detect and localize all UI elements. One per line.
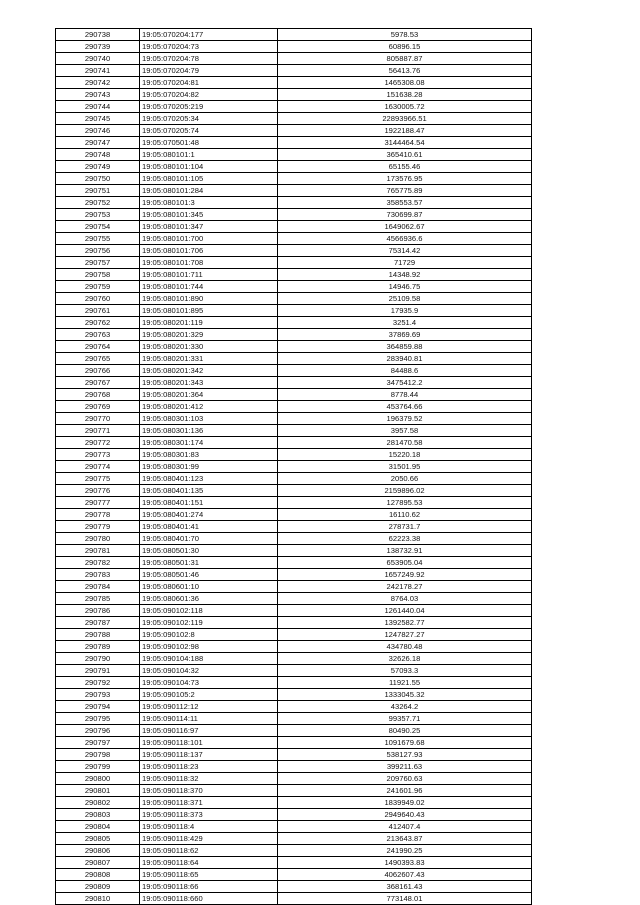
row-number-cell: 290778 <box>56 509 140 521</box>
cadastral-number-cell: 19:05:070205:74 <box>140 125 278 137</box>
row-number-cell: 290775 <box>56 473 140 485</box>
row-number-cell: 290781 <box>56 545 140 557</box>
cadastral-number-cell: 19:05:090102:118 <box>140 605 278 617</box>
cadastral-number-cell: 19:05:090118:137 <box>140 749 278 761</box>
table-row <box>56 869 532 881</box>
cadastral-number-cell: 19:05:080401:151 <box>140 497 278 509</box>
row-number-cell: 290765 <box>56 353 140 365</box>
table-row <box>56 185 532 197</box>
value-cell: 1649062.67 <box>278 221 532 233</box>
row-number-cell: 290738 <box>56 29 140 41</box>
cadastral-number-cell: 19:05:090104:32 <box>140 665 278 677</box>
table-row <box>56 293 532 305</box>
value-cell: 773148.01 <box>278 893 532 905</box>
value-cell: 281470.58 <box>278 437 532 449</box>
row-number-cell: 290803 <box>56 809 140 821</box>
row-number-cell: 290809 <box>56 881 140 893</box>
cadastral-number-cell: 19:05:080301:83 <box>140 449 278 461</box>
cadastral-number-cell: 19:05:080301:103 <box>140 413 278 425</box>
value-cell: 3957.58 <box>278 425 532 437</box>
value-cell: 2050.66 <box>278 473 532 485</box>
cadastral-number-cell: 19:05:080201:119 <box>140 317 278 329</box>
row-number-cell: 290776 <box>56 485 140 497</box>
value-cell: 358553.57 <box>278 197 532 209</box>
value-cell: 3251.4 <box>278 317 532 329</box>
row-number-cell: 290743 <box>56 89 140 101</box>
row-number-cell: 290790 <box>56 653 140 665</box>
row-number-cell: 290802 <box>56 797 140 809</box>
cadastral-number-cell: 19:05:090118:373 <box>140 809 278 821</box>
table-row <box>56 761 532 773</box>
value-cell: 242178.27 <box>278 581 532 593</box>
row-number-cell: 290788 <box>56 629 140 641</box>
cadastral-number-cell: 19:05:070204:177 <box>140 29 278 41</box>
cadastral-number-cell: 19:05:090118:23 <box>140 761 278 773</box>
value-cell: 213643.87 <box>278 833 532 845</box>
row-number-cell: 290756 <box>56 245 140 257</box>
row-number-cell: 290750 <box>56 173 140 185</box>
value-cell: 16110.62 <box>278 509 532 521</box>
value-cell: 364859.88 <box>278 341 532 353</box>
value-cell: 80490.25 <box>278 725 532 737</box>
table-row <box>56 809 532 821</box>
row-number-cell: 290770 <box>56 413 140 425</box>
cadastral-number-cell: 19:05:070204:73 <box>140 41 278 53</box>
table-row <box>56 173 532 185</box>
cadastral-number-cell: 19:05:070204:82 <box>140 89 278 101</box>
value-cell: 241990.25 <box>278 845 532 857</box>
cadastral-number-cell: 19:05:080101:345 <box>140 209 278 221</box>
row-number-cell: 290739 <box>56 41 140 53</box>
table-row <box>56 221 532 233</box>
table-row <box>56 533 532 545</box>
cadastral-number-cell: 19:05:090118:64 <box>140 857 278 869</box>
row-number-cell: 290782 <box>56 557 140 569</box>
value-cell: 75314.42 <box>278 245 532 257</box>
row-number-cell: 290780 <box>56 533 140 545</box>
row-number-cell: 290753 <box>56 209 140 221</box>
value-cell: 1261440.04 <box>278 605 532 617</box>
value-cell: 730699.87 <box>278 209 532 221</box>
table-row <box>56 497 532 509</box>
value-cell: 434780.48 <box>278 641 532 653</box>
table-row <box>56 461 532 473</box>
cadastral-number-cell: 19:05:080101:708 <box>140 257 278 269</box>
cadastral-number-cell: 19:05:080401:135 <box>140 485 278 497</box>
row-number-cell: 290746 <box>56 125 140 137</box>
table-row <box>56 437 532 449</box>
value-cell: 17935.9 <box>278 305 532 317</box>
cadastral-number-cell: 19:05:090118:660 <box>140 893 278 905</box>
cadastral-number-cell: 19:05:080101:284 <box>140 185 278 197</box>
row-number-cell: 290747 <box>56 137 140 149</box>
cadastral-number-cell: 19:05:080101:104 <box>140 161 278 173</box>
row-number-cell: 290797 <box>56 737 140 749</box>
row-number-cell: 290749 <box>56 161 140 173</box>
table-row <box>56 857 532 869</box>
row-number-cell: 290763 <box>56 329 140 341</box>
row-number-cell: 290791 <box>56 665 140 677</box>
value-cell: 32626.18 <box>278 653 532 665</box>
table-row <box>56 473 532 485</box>
cadastral-number-cell: 19:05:080501:30 <box>140 545 278 557</box>
row-number-cell: 290804 <box>56 821 140 833</box>
value-cell: 1392582.77 <box>278 617 532 629</box>
value-cell: 196379.52 <box>278 413 532 425</box>
table-row <box>56 665 532 677</box>
table-row <box>56 785 532 797</box>
cadastral-number-cell: 19:05:090118:65 <box>140 869 278 881</box>
value-cell: 1333045.32 <box>278 689 532 701</box>
table-row <box>56 449 532 461</box>
table-body <box>56 29 532 905</box>
row-number-cell: 290810 <box>56 893 140 905</box>
row-number-cell: 290766 <box>56 365 140 377</box>
value-cell: 278731.7 <box>278 521 532 533</box>
table-row <box>56 521 532 533</box>
table-row <box>56 257 532 269</box>
value-cell: 453764.66 <box>278 401 532 413</box>
value-cell: 1465308.08 <box>278 77 532 89</box>
row-number-cell: 290758 <box>56 269 140 281</box>
value-cell: 138732.91 <box>278 545 532 557</box>
cadastral-number-cell: 19:05:070205:34 <box>140 113 278 125</box>
table-row <box>56 545 532 557</box>
value-cell: 3475412.2 <box>278 377 532 389</box>
cadastral-number-cell: 19:05:090102:119 <box>140 617 278 629</box>
table-row <box>56 653 532 665</box>
table-row <box>56 341 532 353</box>
row-number-cell: 290798 <box>56 749 140 761</box>
row-number-cell: 290761 <box>56 305 140 317</box>
table-row <box>56 245 532 257</box>
cadastral-number-cell: 19:05:090114:11 <box>140 713 278 725</box>
value-cell: 241601.96 <box>278 785 532 797</box>
cadastral-number-cell: 19:05:080201:330 <box>140 341 278 353</box>
value-cell: 653905.04 <box>278 557 532 569</box>
value-cell: 283940.81 <box>278 353 532 365</box>
cadastral-number-cell: 19:05:080201:329 <box>140 329 278 341</box>
value-cell: 8778.44 <box>278 389 532 401</box>
value-cell: 173576.95 <box>278 173 532 185</box>
cadastral-number-cell: 19:05:070501:48 <box>140 137 278 149</box>
row-number-cell: 290784 <box>56 581 140 593</box>
value-cell: 399211.63 <box>278 761 532 773</box>
value-cell: 57093.3 <box>278 665 532 677</box>
row-number-cell: 290793 <box>56 689 140 701</box>
value-cell: 31501.95 <box>278 461 532 473</box>
cadastral-number-cell: 19:05:080201:412 <box>140 401 278 413</box>
row-number-cell: 290800 <box>56 773 140 785</box>
row-number-cell: 290808 <box>56 869 140 881</box>
table-row <box>56 317 532 329</box>
table-row <box>56 89 532 101</box>
table-row <box>56 485 532 497</box>
value-cell: 368161.43 <box>278 881 532 893</box>
table-row <box>56 713 532 725</box>
row-number-cell: 290787 <box>56 617 140 629</box>
row-number-cell: 290744 <box>56 101 140 113</box>
table-row <box>56 797 532 809</box>
cadastral-number-cell: 19:05:070204:78 <box>140 53 278 65</box>
table-row <box>56 77 532 89</box>
value-cell: 22893966.51 <box>278 113 532 125</box>
cadastral-number-cell: 19:05:080101:895 <box>140 305 278 317</box>
value-cell: 127895.53 <box>278 497 532 509</box>
row-number-cell: 290760 <box>56 293 140 305</box>
table-row <box>56 365 532 377</box>
value-cell: 1839949.02 <box>278 797 532 809</box>
row-number-cell: 290786 <box>56 605 140 617</box>
row-number-cell: 290792 <box>56 677 140 689</box>
row-number-cell: 290774 <box>56 461 140 473</box>
cadastral-number-cell: 19:05:080301:136 <box>140 425 278 437</box>
value-cell: 2159896.02 <box>278 485 532 497</box>
table-row <box>56 329 532 341</box>
cadastral-number-cell: 19:05:090112:12 <box>140 701 278 713</box>
row-number-cell: 290769 <box>56 401 140 413</box>
value-cell: 2949640.43 <box>278 809 532 821</box>
cadastral-number-cell: 19:05:080201:364 <box>140 389 278 401</box>
cadastral-number-cell: 19:05:080301:99 <box>140 461 278 473</box>
value-cell: 1091679.68 <box>278 737 532 749</box>
row-number-cell: 290785 <box>56 593 140 605</box>
cadastral-number-cell: 19:05:080201:331 <box>140 353 278 365</box>
row-number-cell: 290796 <box>56 725 140 737</box>
row-number-cell: 290759 <box>56 281 140 293</box>
cadastral-number-cell: 19:05:090104:73 <box>140 677 278 689</box>
cadastral-number-cell: 19:05:070204:79 <box>140 65 278 77</box>
value-cell: 1922188.47 <box>278 125 532 137</box>
table-row <box>56 389 532 401</box>
row-number-cell: 290783 <box>56 569 140 581</box>
cadastral-number-cell: 19:05:080401:274 <box>140 509 278 521</box>
table-row <box>56 41 532 53</box>
row-number-cell: 290806 <box>56 845 140 857</box>
table-row <box>56 509 532 521</box>
cadastral-number-cell: 19:05:080101:3 <box>140 197 278 209</box>
table-row <box>56 29 532 41</box>
cadastral-number-cell: 19:05:090118:62 <box>140 845 278 857</box>
table-row <box>56 701 532 713</box>
row-number-cell: 290764 <box>56 341 140 353</box>
value-cell: 538127.93 <box>278 749 532 761</box>
cadastral-number-cell: 19:05:080401:123 <box>140 473 278 485</box>
cadastral-number-cell: 19:05:080401:70 <box>140 533 278 545</box>
cadastral-number-cell: 19:05:080101:711 <box>140 269 278 281</box>
table-row <box>56 377 532 389</box>
row-number-cell: 290779 <box>56 521 140 533</box>
row-number-cell: 290801 <box>56 785 140 797</box>
table-row <box>56 161 532 173</box>
table-row <box>56 629 532 641</box>
table-row <box>56 269 532 281</box>
cadastral-number-cell: 19:05:080201:343 <box>140 377 278 389</box>
value-cell: 365410.61 <box>278 149 532 161</box>
table-row <box>56 773 532 785</box>
value-cell: 4062607.43 <box>278 869 532 881</box>
cadastral-number-cell: 19:05:070204:81 <box>140 77 278 89</box>
row-number-cell: 290741 <box>56 65 140 77</box>
cadastral-number-cell: 19:05:090118:4 <box>140 821 278 833</box>
row-number-cell: 290755 <box>56 233 140 245</box>
table-row <box>56 605 532 617</box>
cadastral-number-cell: 19:05:080501:46 <box>140 569 278 581</box>
cadastral-number-cell: 19:05:080601:36 <box>140 593 278 605</box>
cadastral-number-cell: 19:05:080101:744 <box>140 281 278 293</box>
value-cell: 412407.4 <box>278 821 532 833</box>
value-cell: 62223.38 <box>278 533 532 545</box>
value-cell: 14348.92 <box>278 269 532 281</box>
table-row <box>56 725 532 737</box>
table-row <box>56 137 532 149</box>
value-cell: 805887.87 <box>278 53 532 65</box>
cadastral-number-cell: 19:05:080501:31 <box>140 557 278 569</box>
table-row <box>56 689 532 701</box>
value-cell: 1247827.27 <box>278 629 532 641</box>
cadastral-number-cell: 19:05:090118:371 <box>140 797 278 809</box>
value-cell: 765775.89 <box>278 185 532 197</box>
table-row <box>56 149 532 161</box>
table-row <box>56 425 532 437</box>
row-number-cell: 290745 <box>56 113 140 125</box>
table-row <box>56 101 532 113</box>
table-row <box>56 893 532 905</box>
cadastral-number-cell: 19:05:080301:174 <box>140 437 278 449</box>
cadastral-number-cell: 19:05:080101:700 <box>140 233 278 245</box>
table-row <box>56 53 532 65</box>
cadastral-number-cell: 19:05:080101:706 <box>140 245 278 257</box>
row-number-cell: 290807 <box>56 857 140 869</box>
value-cell: 43264.2 <box>278 701 532 713</box>
cadastral-number-cell: 19:05:080101:347 <box>140 221 278 233</box>
value-cell: 151638.28 <box>278 89 532 101</box>
row-number-cell: 290789 <box>56 641 140 653</box>
table-row <box>56 845 532 857</box>
value-cell: 8764.03 <box>278 593 532 605</box>
row-number-cell: 290742 <box>56 77 140 89</box>
table-row <box>56 641 532 653</box>
row-number-cell: 290773 <box>56 449 140 461</box>
cadastral-number-cell: 19:05:080401:41 <box>140 521 278 533</box>
value-cell: 84488.6 <box>278 365 532 377</box>
table-row <box>56 233 532 245</box>
table-row <box>56 209 532 221</box>
value-cell: 71729 <box>278 257 532 269</box>
row-number-cell: 290777 <box>56 497 140 509</box>
value-cell: 56413.76 <box>278 65 532 77</box>
row-number-cell: 290748 <box>56 149 140 161</box>
row-number-cell: 290794 <box>56 701 140 713</box>
table-row <box>56 281 532 293</box>
cadastral-number-cell: 19:05:090104:188 <box>140 653 278 665</box>
value-cell: 60896.15 <box>278 41 532 53</box>
table-row <box>56 305 532 317</box>
table-row <box>56 413 532 425</box>
table-row <box>56 569 532 581</box>
value-cell: 4566936.6 <box>278 233 532 245</box>
cadastral-number-cell: 19:05:090118:32 <box>140 773 278 785</box>
cadastral-number-cell: 19:05:080101:890 <box>140 293 278 305</box>
table-row <box>56 593 532 605</box>
cadastral-number-cell: 19:05:090105:2 <box>140 689 278 701</box>
row-number-cell: 290757 <box>56 257 140 269</box>
table-row <box>56 581 532 593</box>
table-row <box>56 737 532 749</box>
cadastral-number-cell: 19:05:070205:219 <box>140 101 278 113</box>
value-cell: 5978.53 <box>278 29 532 41</box>
row-number-cell: 290767 <box>56 377 140 389</box>
cadastral-number-cell: 19:05:080101:1 <box>140 149 278 161</box>
table-row <box>56 677 532 689</box>
table-row <box>56 557 532 569</box>
cadastral-number-cell: 19:05:090102:98 <box>140 641 278 653</box>
cadastral-number-cell: 19:05:090118:429 <box>140 833 278 845</box>
value-cell: 15220.18 <box>278 449 532 461</box>
row-number-cell: 290799 <box>56 761 140 773</box>
value-cell: 14946.75 <box>278 281 532 293</box>
table-row <box>56 353 532 365</box>
table-row <box>56 125 532 137</box>
value-cell: 3144464.54 <box>278 137 532 149</box>
row-number-cell: 290751 <box>56 185 140 197</box>
cadastral-number-cell: 19:05:080601:10 <box>140 581 278 593</box>
row-number-cell: 290754 <box>56 221 140 233</box>
table-row <box>56 113 532 125</box>
cadastral-number-cell: 19:05:090102:8 <box>140 629 278 641</box>
table-row <box>56 65 532 77</box>
cadastral-number-cell: 19:05:080101:105 <box>140 173 278 185</box>
row-number-cell: 290740 <box>56 53 140 65</box>
cadastral-number-cell: 19:05:090118:370 <box>140 785 278 797</box>
row-number-cell: 290772 <box>56 437 140 449</box>
data-table <box>55 28 532 905</box>
value-cell: 1630005.72 <box>278 101 532 113</box>
row-number-cell: 290752 <box>56 197 140 209</box>
cadastral-number-cell: 19:05:090116:97 <box>140 725 278 737</box>
table-row <box>56 749 532 761</box>
table-row <box>56 833 532 845</box>
row-number-cell: 290768 <box>56 389 140 401</box>
value-cell: 1657249.92 <box>278 569 532 581</box>
table-row <box>56 617 532 629</box>
table-row <box>56 881 532 893</box>
value-cell: 11921.55 <box>278 677 532 689</box>
value-cell: 1490393.83 <box>278 857 532 869</box>
cadastral-number-cell: 19:05:080201:342 <box>140 365 278 377</box>
value-cell: 99357.71 <box>278 713 532 725</box>
row-number-cell: 290805 <box>56 833 140 845</box>
row-number-cell: 290762 <box>56 317 140 329</box>
value-cell: 37869.69 <box>278 329 532 341</box>
cadastral-number-cell: 19:05:090118:101 <box>140 737 278 749</box>
value-cell: 65155.46 <box>278 161 532 173</box>
table-row <box>56 401 532 413</box>
cadastral-number-cell: 19:05:090118:66 <box>140 881 278 893</box>
table-row <box>56 821 532 833</box>
value-cell: 209760.63 <box>278 773 532 785</box>
table-row <box>56 197 532 209</box>
row-number-cell: 290771 <box>56 425 140 437</box>
row-number-cell: 290795 <box>56 713 140 725</box>
value-cell: 25109.58 <box>278 293 532 305</box>
